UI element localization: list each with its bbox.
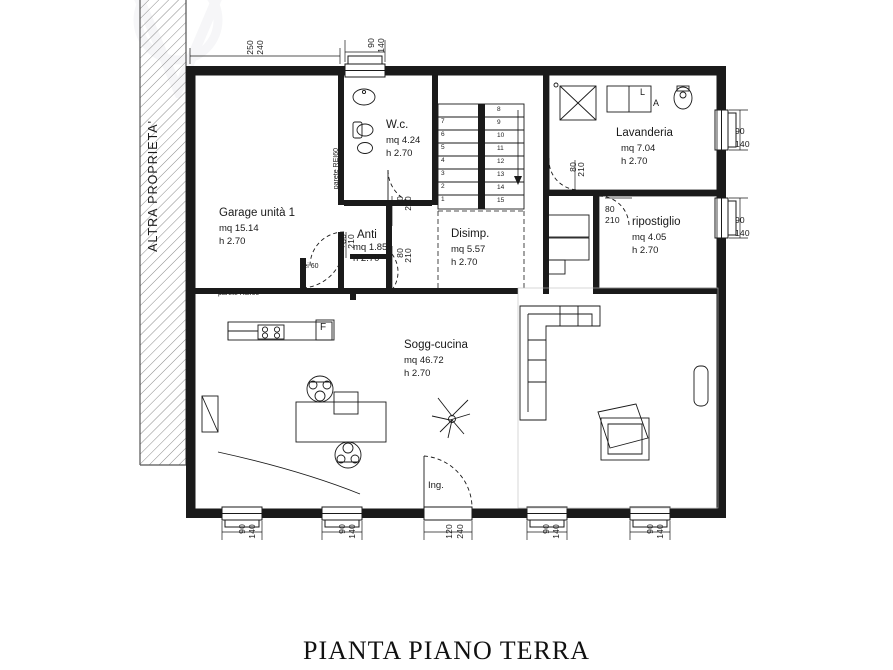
door-tag-anti-top: 80 [338, 234, 348, 244]
wc-fixtures [353, 89, 375, 154]
door-tag-anti-bottom: 210 [346, 234, 356, 249]
room-area-wc: mq 4.24 [386, 135, 421, 146]
dim-bottom-w4-inner: 90 [645, 524, 655, 534]
room-area-ripostiglio: mq 4.05 [632, 232, 667, 243]
plant-decor [432, 398, 470, 438]
door-swings [310, 158, 629, 508]
dim-bottom-w2-outer: 140 [347, 524, 357, 539]
stair-step-8: 8 [497, 106, 501, 113]
lavanderia-fixtures [554, 83, 692, 120]
washer-label: L [640, 87, 646, 97]
staircase [438, 104, 524, 209]
dim-bottom-w3-outer: 140 [551, 524, 561, 539]
dim-top-window-inner: 90 [366, 38, 376, 48]
wall-note-rei60-vertical: parete REI60 [333, 148, 340, 190]
door-tag-disimp-top: 80 [395, 248, 405, 258]
room-label-anti: Anti [357, 229, 377, 241]
dim-bottom-w1-outer: 140 [247, 524, 257, 539]
sofa-set [518, 288, 718, 508]
room-area-sogg-cucina: mq 46.72 [404, 355, 444, 366]
wall-note-rei60-door: rei 60 [301, 263, 319, 270]
dim-right-window1-inner: 90 [735, 126, 745, 136]
stair-step-14: 14 [497, 184, 505, 191]
ripostiglio-furniture [547, 215, 589, 274]
room-label-lavanderia: Lavanderia [616, 127, 673, 139]
dim-right-window2-inner: 90 [735, 215, 745, 225]
wall-note-rei60-horizontal: parete REI60 [218, 290, 260, 297]
door-tag-ripostiglio-top: 80 [605, 204, 615, 214]
dim-bottom-w2-inner: 90 [337, 524, 347, 534]
door-tag-wc-bottom: 210 [403, 196, 413, 211]
stair-step-6: 6 [441, 131, 445, 138]
room-height-sogg-cucina: h 2.70 [404, 368, 431, 379]
door-tag-wc-top: 80 [395, 196, 405, 206]
dim-top-left-outer: 240 [255, 40, 265, 55]
room-label-garage: Garage unità 1 [219, 207, 296, 219]
room-label-disimp: Disimp. [451, 228, 490, 240]
room-height-disimp: h 2.70 [451, 257, 478, 268]
room-height-ripostiglio: h 2.70 [632, 245, 659, 256]
room-height-garage: h 2.70 [219, 236, 246, 247]
entrance-label: Ing. [428, 480, 444, 491]
door-tag-disimp-bottom: 210 [403, 248, 413, 263]
dim-bottom-w3-inner: 90 [541, 524, 551, 534]
adjacent-property-label: ALTRA PROPRIETA' [146, 120, 160, 252]
stair-step-3: 3 [441, 170, 445, 177]
stair-step-1: 1 [441, 196, 445, 203]
dim-right-window2-outer: 140 [735, 228, 750, 238]
room-label-ripostiglio: ripostiglio [632, 216, 681, 228]
stair-step-9: 9 [497, 119, 501, 126]
dim-bottom-w4-outer: 140 [655, 524, 665, 539]
left-furniture [202, 396, 360, 494]
dining-set [296, 376, 386, 468]
room-area-anti: mq 1.85 [353, 242, 388, 253]
dryer-label: A [653, 98, 660, 108]
columns [350, 294, 356, 300]
room-height-lavanderia: h 2.70 [621, 156, 648, 167]
stair-step-15: 15 [497, 197, 505, 204]
room-height-anti: h 2.70 [353, 253, 380, 264]
room-area-lavanderia: mq 7.04 [621, 143, 656, 154]
room-area-disimp: mq 5.57 [451, 244, 486, 255]
dim-bottom-w1-inner: 90 [237, 524, 247, 534]
room-area-garage: mq 15.14 [219, 223, 259, 234]
stair-step-4: 4 [441, 157, 445, 164]
stair-step-11: 11 [497, 145, 504, 152]
dim-bottom-door-outer: 240 [455, 524, 465, 539]
stair-step-2: 2 [441, 183, 445, 190]
stair-step-12: 12 [497, 158, 505, 165]
kitchen-counter [228, 320, 334, 340]
dim-right-window1-outer: 140 [735, 139, 750, 149]
dim-top-left-inner: 250 [245, 40, 255, 55]
dim-top-window-outer: 140 [376, 38, 386, 53]
room-label-sogg-cucina: Sogg-cucina [404, 339, 468, 351]
stair-step-5: 5 [441, 144, 445, 151]
dim-bottom-door-inner: 120 [444, 524, 454, 539]
door-tag-lavanderia-bottom: 210 [576, 162, 586, 177]
stair-step-10: 10 [497, 132, 505, 139]
room-label-wc: W.c. [386, 119, 409, 131]
fridge-label: F [320, 322, 327, 333]
stair-step-13: 13 [497, 171, 505, 178]
plan-caption: PIANTA PIANO TERRA [302, 636, 590, 665]
door-tag-ripostiglio-bottom: 210 [605, 215, 620, 225]
stair-step-7: 7 [441, 118, 445, 125]
door-tag-lavanderia-top: 80 [568, 162, 578, 172]
room-height-wc: h 2.70 [386, 148, 413, 159]
right-wall-niche [694, 366, 708, 406]
